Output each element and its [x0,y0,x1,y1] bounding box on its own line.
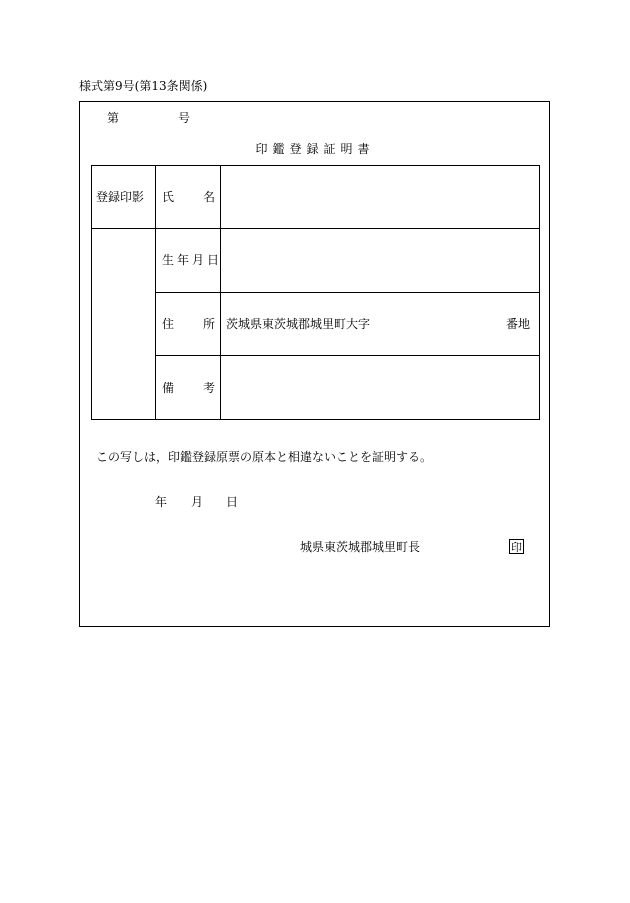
table-row-divider [91,228,540,229]
date-month: 月 [191,495,204,509]
form-number-label: 様式第9号(第13条関係) [79,79,208,93]
address-suffix: 番地 [506,317,531,331]
date-year: 年 [155,495,168,509]
table-row-divider [155,355,540,356]
registered-seal-label: 登録印影 [96,190,145,204]
certification-statement: この写しは，印鑑登録原票の原本と相違ないことを証明する。 [96,450,433,464]
address-value: 茨城県東茨城郡城里町大字 [226,317,371,331]
table-col-divider [220,165,221,420]
birthdate-label: 生年月日 [162,253,223,267]
date-day: 日 [226,495,239,509]
number-prefix: 第 [107,111,120,125]
remarks-label: 備 考 [162,381,215,395]
name-label: 氏 名 [162,190,215,204]
table-col-divider [155,165,156,420]
certificate-title: 印鑑登録証明書 [255,142,375,156]
address-label: 住 所 [162,317,215,331]
number-suffix: 号 [178,111,191,125]
mayor-title: 城県東茨城郡城里町長 [300,540,421,554]
table-row-divider [155,292,540,293]
seal-mark: 印 [511,540,522,554]
